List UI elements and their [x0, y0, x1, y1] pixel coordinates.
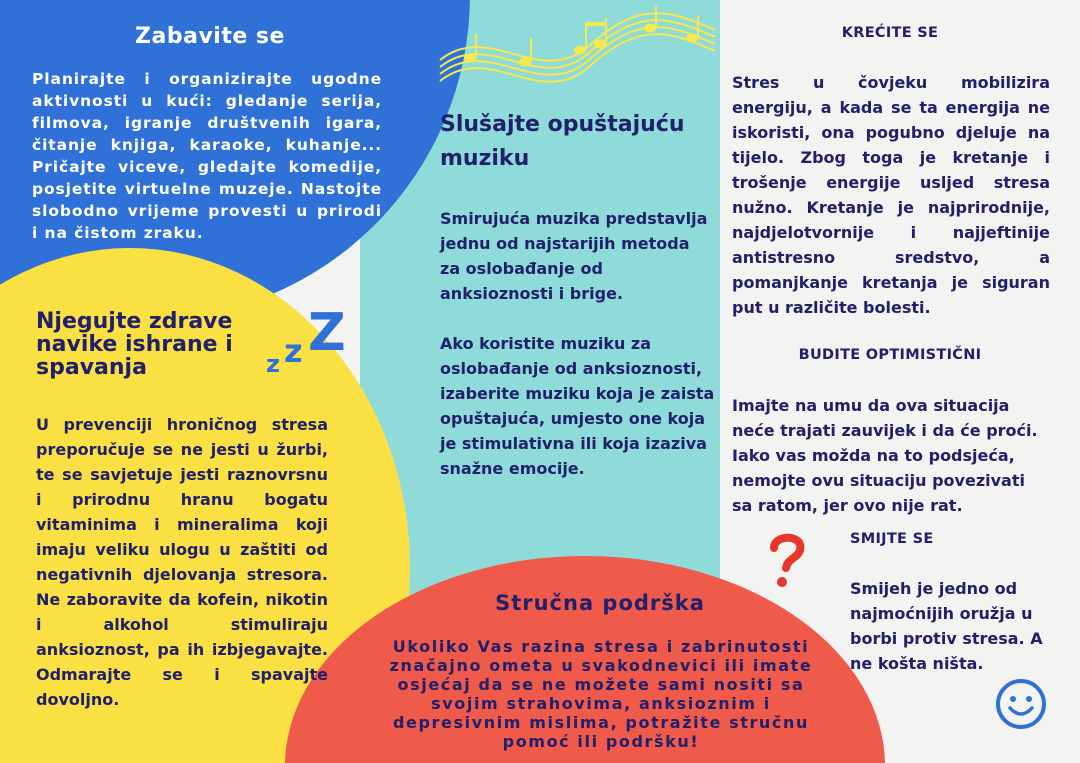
strucna-heading: Stručna podrška — [495, 591, 705, 615]
njegujte-heading: Njegujte zdrave navike ishrane i spavanja — [36, 309, 233, 380]
music-notes-icon — [430, 0, 720, 90]
zabavite-text: Planirajte i organizirajte ugodne aktivnosti u kući: gledanje serija, filmova, igranje društvenih igara, čitanje knjiga, karaoke, kuhanje... Pričajte viceve, gledajte komedije, posjetite virtuelne muzeje. Nastojte slobodno vrijeme provesti u prirodi i na čistom zraku. — [32, 70, 382, 242]
smijte-heading: SMIJTE SE — [850, 531, 934, 547]
svg-text:z: z — [284, 332, 303, 370]
svg-text:z: z — [266, 350, 280, 378]
svg-text:Z: Z — [308, 303, 346, 363]
slusajte-heading: Slušajte opuštajuću muziku — [440, 112, 685, 171]
slusajte-paragraph-1: Smirujuća muzika predstavlja jednu od najstarijih metoda za oslobađanje od anksioznosti i brige. — [440, 209, 708, 303]
njegujte-text: U prevenciji hroničnog stresa preporučuje se ne jesti u žurbi, te se savjetuje jesti raznovrsnu i prirodnu hranu bogatu vitaminima i mineralima koji imaju veliku ulogu u zaštiti od negativnih djelovanja stresora. Ne zaboravite da kofein, nikotin i alkohol stimuliraju anksioznost, pa ih izbjegavajte. Odmarajte se i spavajte dovoljno. — [36, 415, 328, 709]
strucna-text: Ukoliko Vas razina stresa i zabrinutosti značajno ometa u svakodnevici ili imate osjećaj da se ne možete sami nositi sa svojim strahovima, anksioznim i depresivnim mislima, potražite stručnu pomoć ili podršku! — [389, 637, 813, 751]
budite-heading: BUDITE OPTIMISTIČNI — [798, 347, 982, 363]
smiley-face-icon — [995, 678, 1047, 730]
smijte-text: Smijeh je jedno od najmoćnijih oružja u borbi protiv stresa. A ne košta ništa. — [850, 579, 1043, 673]
slusajte-paragraph-2: Ako koristite muziku za oslobađanje od anksioznosti, izaberite muziku koja je zaista opuštajuća, umjesto one koja je stimulativna ili koja izaziva snažne emocije. — [440, 334, 715, 478]
zabavite-heading: Zabavite se — [135, 24, 285, 49]
sleep-zzz-icon — [262, 300, 352, 380]
krecite-heading: KREĆITE SE — [841, 25, 939, 41]
krecite-text: Stres u čovjeku mobilizira energiju, a kada se ta energija ne iskoristi, ona pogubno djeluje na tijelo. Zbog toga je kretanje i trošenje energije usljed stresa nužno. Kretanje je najprirodnije, najdjelotvornije i najjeftinije antistresno sredstvo, a pomanjkanje kretanja je siguran put u različite bolesti. — [732, 73, 1050, 317]
question-mark-icon — [762, 530, 812, 590]
slusajte-text — [440, 206, 715, 481]
budite-text: Imajte na umu da ova situacija neće trajati zauvijek i da će proći. Iako vas možda na to podsjeća, nemojte ovu situaciju povezivati sa ratom, jer ovo nije rat. — [732, 396, 1038, 515]
